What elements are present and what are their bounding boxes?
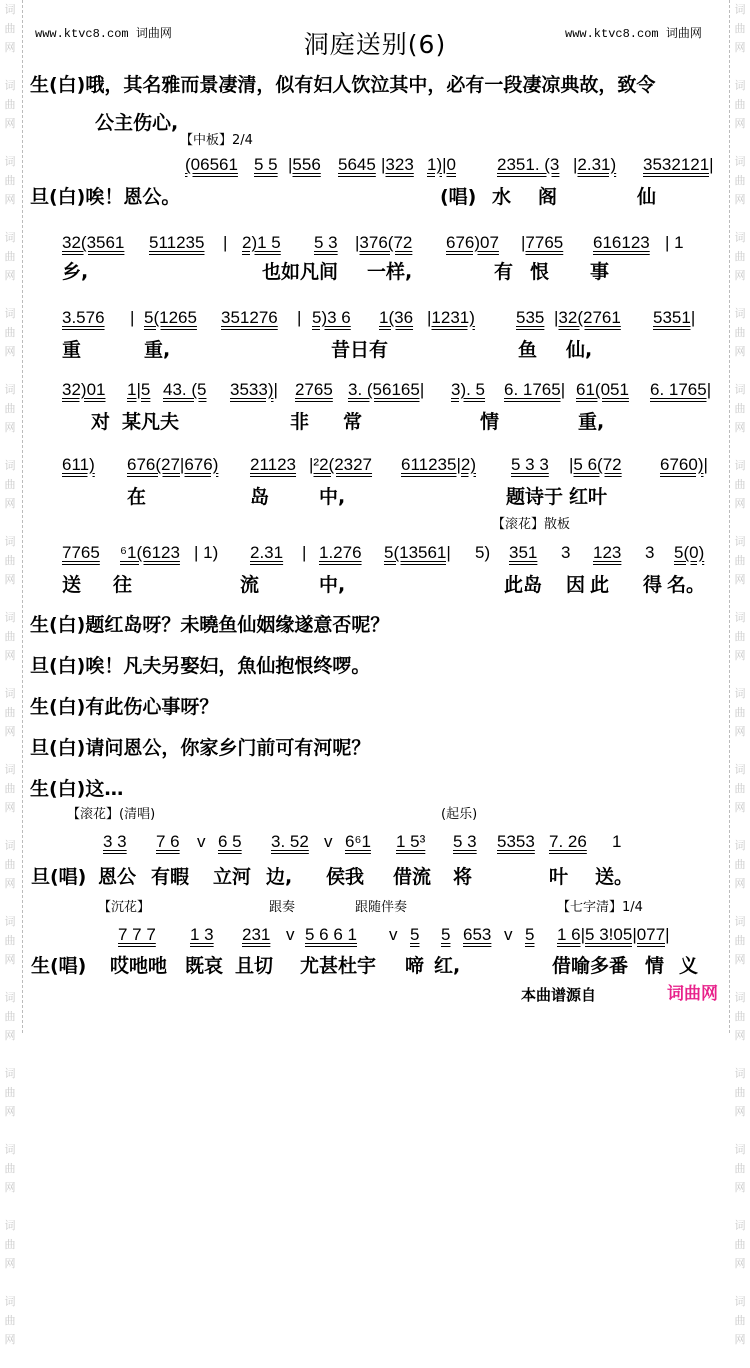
notation-segment: 5 3 [314,233,338,252]
notation-segment: 1)|0 [427,155,456,174]
notation-segment: 7. 26 [549,832,587,851]
site-url-left: www.ktvc8.com 词曲网 [35,27,172,41]
dialogue-line: 公主伤心, [95,112,179,134]
notation-segment: | 1 [665,233,684,252]
notation-segment: | [130,308,135,327]
notation-segment: |376(72 [355,233,413,252]
dialogue-line: 生(白)题红岛呀？未曉鱼仙姻缘遂意否呢？ [30,614,390,636]
lyric: 叶 [549,866,569,888]
notation-segment: 5 [410,925,420,944]
lyric: 借喻多番 [552,955,629,977]
lyric: 边, [266,866,293,888]
lyric: 因 [566,574,586,596]
lyric: 重, [144,339,171,361]
notation-segment: 3 3 [103,832,127,851]
notation-segment: 653 [463,925,492,944]
notation-segment: |32(2761 [554,308,621,327]
lyric: 岛 [250,486,270,508]
notation-segment: 676(27|676) [127,455,219,474]
lyric: 得 [643,574,663,596]
notation-segment: 2.31 [250,543,284,562]
section-label: 跟随伴奏 [355,900,408,915]
notation-segment: 5 6 6 1 [305,925,357,944]
lyric: 情 [645,955,665,977]
lyric: 送。 [595,866,634,888]
notation-segment: 5(13561| [384,543,451,562]
lyric: 义 [679,955,699,977]
notation-segment: | [223,233,228,252]
notation-segment: 3533)| [230,380,278,399]
dialogue-line: 生(白)哦，其名雅而景凄清，似有妇人饮泣其中，必有一段凄凉典故，致令 [30,74,656,96]
notation-segment: 5 3 [453,832,477,851]
dialogue-line: 旦(白)请问恩公，你家乡门前可有河呢？ [30,737,371,759]
notation-segment: |323 [381,155,414,174]
section-label: (起乐) [441,807,478,822]
notation-segment: |²2(2327 [309,455,373,474]
lyric: 红, [434,955,461,977]
notation-segment: 5645 [338,155,376,174]
notation-segment: |5 6(72 [569,455,622,474]
lyric: 重, [578,411,605,433]
notation-segment: (06561 [185,155,238,174]
lyric: 尤甚杜宇 [300,955,377,977]
section-label: 【滚花】(清唱) [67,807,156,822]
notation-segment: 1 6|5 3!05|077| [557,925,670,944]
watermark-left: 词 曲 网 词 曲 网 词 曲 网 词 曲 网 词 曲 网 词 曲 网 词 曲 网 词 曲 网 词 曲 网 词 曲 网 词 曲 网 词 曲 网 词 曲 网 词 曲 网 词 曲 网 词 曲 网 词 曲 网 词 曲 网 [4,3,16,1346]
notation-segment: 5353 [497,832,535,851]
notation-segment: 5) [475,543,491,562]
tempo-label: 【中板】2/4 [180,133,253,148]
notation-segment: 21123 [250,455,297,474]
dialogue-line: 旦(白)唉！凡夫另娶妇，魚仙抱恨终啰。 [30,655,371,677]
lyric: 流 [240,574,260,596]
notation-segment: v [286,925,295,944]
right-border [729,0,730,1033]
notation-segment: 5)3 6 [312,308,351,327]
lyric: 某凡夫 [122,411,180,433]
notation-segment: 351276 [221,308,278,327]
notation-segment: 2351. (3 [497,155,560,174]
notation-segment: |556 [288,155,321,174]
lyric: 对 [91,411,111,433]
notation-segment: 2)1 5 [242,233,281,252]
lyric: 题诗于 [506,486,564,508]
lyric: 也如凡间 [262,261,339,283]
notation-segment: 1 3 [190,925,214,944]
notation-segment: v [197,832,206,851]
lyric: 仙, [566,339,593,361]
lyric: 此岛 [504,574,543,596]
dialogue-line: 生(白)这… [30,778,124,800]
tempo-label: 【滚花】散板 [492,517,571,532]
section-label: 【沉花】 [98,900,151,915]
notation-segment: v [324,832,333,851]
notation-segment: 3.576 [62,308,105,327]
lyric: 中, [319,574,346,596]
lyric: 将 [453,866,473,888]
notation-segment: 43. (5 [163,380,207,399]
notation-segment: 1(36 [379,308,414,327]
notation-segment: v [389,925,398,944]
lyric: 鱼 [518,339,538,361]
lyric: 生(唱) [31,955,87,977]
sing-marker: (唱) [440,186,477,208]
lyric: 水 [492,186,512,208]
notation-segment: |2.31) [573,155,617,174]
notation-segment: 3 [561,543,571,562]
lyric: 恩公 [98,866,137,888]
lyric: 此 [590,574,610,596]
notation-segment: 7 7 7 [118,925,156,944]
lyric: 一样, [367,261,413,283]
notation-segment: | [302,543,307,562]
notation-segment: 231 [242,925,271,944]
notation-segment: 6. 1765| [650,380,712,399]
lyric: 且切 [235,955,274,977]
lyric: 红叶 [569,486,608,508]
lyric: 往 [113,574,133,596]
brand-logo: 词曲网 [667,984,718,1004]
lyric: 哎吔吔 [110,955,168,977]
lyric: 非 [290,411,310,433]
notation-segment: 7 6 [156,832,180,851]
notation-segment: 511235 [149,233,205,252]
notation-segment: 5(0) [674,543,705,562]
notation-segment: 1 5³ [396,832,426,851]
lyric: 旦(唱) [31,866,87,888]
notation-segment: 3532121| [643,155,714,174]
lyric: 有暇 [151,866,190,888]
notation-segment: 6 5 [218,832,242,851]
notation-segment: 1 [612,832,622,851]
lyric: 阁 [538,186,558,208]
notation-segment: 6760)| [660,455,708,474]
lyric: 啼 [405,955,425,977]
lyric: 重 [62,339,82,361]
lyric: 常 [343,411,363,433]
notation-segment: | 1) [194,543,219,562]
notation-segment: 5 [441,925,451,944]
watermark-right: 词 曲 网 词 曲 网 词 曲 网 词 曲 网 词 曲 网 词 曲 网 词 曲 网 词 曲 网 词 曲 网 词 曲 网 词 曲 网 词 曲 网 词 曲 网 词 曲 网 词 曲 网 词 曲 网 词 曲 网 词 曲 网 [734,3,746,1346]
notation-segment: 5 3 3 [511,455,549,474]
notation-segment: 6⁶1 [345,832,371,851]
notation-segment: 7765 [62,543,100,562]
lyric: 昔日有 [331,339,389,361]
notation-segment: 123 [593,543,622,562]
left-border [22,0,23,1033]
notation-segment: 1.276 [319,543,362,562]
notation-segment: 5 [525,925,535,944]
notation-segment: 3. (56165| [348,380,425,399]
notation-segment: 2765 [295,380,333,399]
notation-segment: 676)07 [446,233,499,252]
section-label: 【七字清】1/4 [557,900,643,915]
lyric: 仙 [637,186,657,208]
notation-segment: 611) [62,455,95,474]
lyric: 侯我 [326,866,365,888]
lyric: 事 [590,261,610,283]
notation-segment: |1231) [427,308,475,327]
notation-segment: 3 [645,543,655,562]
lyric: 情 [480,411,500,433]
notation-segment: v [504,925,513,944]
lyric: 借流 [393,866,432,888]
notation-segment: |7765 [521,233,564,252]
lyric: 既哀 [185,955,224,977]
source-text: 本曲谱源自 [521,986,597,1004]
notation-segment: 351 [509,543,538,562]
site-url-right: www.ktvc8.com 词曲网 [565,27,702,41]
section-label: 跟奏 [269,900,296,915]
notation-segment: 61(051 [576,380,629,399]
lyric: 送 [62,574,82,596]
lyric: 乡, [62,261,89,283]
notation-segment: 616123 [593,233,650,252]
notation-segment: 535 [516,308,545,327]
dialogue-line: 生(白)有此伤心事呀？ [30,696,219,718]
lyric: 有 [494,261,514,283]
dialogue-line: 旦(白)唉！恩公。 [30,186,181,208]
notation-segment: 3. 52 [271,832,309,851]
notation-segment: 32)01 [62,380,106,399]
lyric: 名。 [667,574,706,596]
notation-segment: 6. 1765| [504,380,566,399]
notation-segment: 5 5 [254,155,278,174]
lyric: 在 [127,486,147,508]
notation-segment: | [297,308,302,327]
lyric: 立河 [213,866,252,888]
notation-segment: 3). 5 [451,380,486,399]
page-title: 洞庭送别(6) [303,30,447,59]
notation-segment: 5351| [653,308,696,327]
lyric: 中, [319,486,346,508]
notation-segment: ⁶1(6123 [120,543,180,562]
notation-segment: 1|5 [127,380,151,399]
lyric: 恨 [530,261,550,283]
notation-segment: 32(3561 [62,233,125,252]
notation-segment: 5(1265 [144,308,197,327]
notation-segment: 611235|2) [401,455,476,474]
